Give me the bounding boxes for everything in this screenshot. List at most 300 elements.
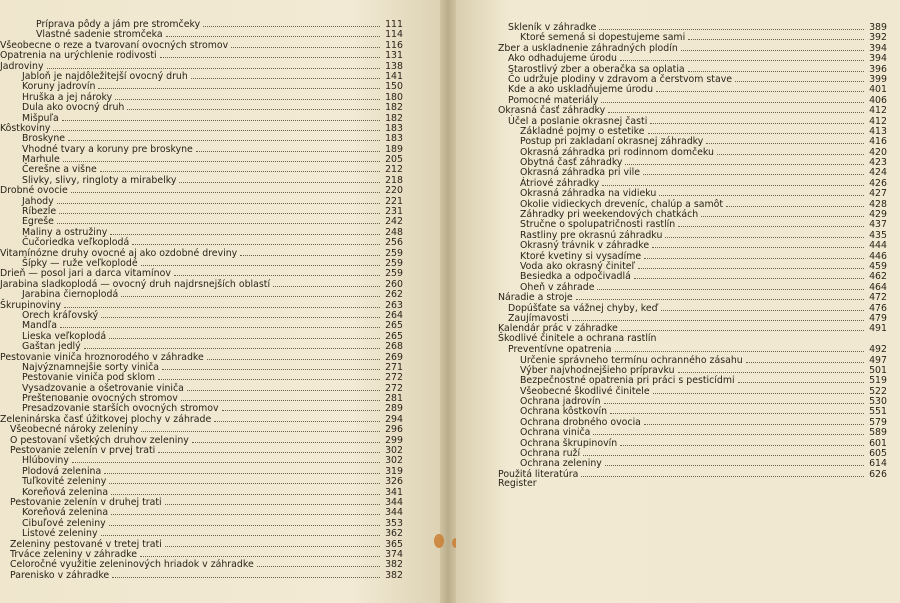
toc-entry-title: Jarabina čiernoplodá bbox=[22, 289, 119, 301]
toc-entry-title: Škodlivé činitele a ochrana rastlín bbox=[498, 332, 657, 344]
toc-entry-title: Postup pri zakladaní okrasnej záhradky bbox=[520, 136, 704, 148]
dot-leader bbox=[100, 164, 380, 172]
toc-entry bbox=[498, 427, 887, 437]
dot-leader bbox=[581, 469, 864, 477]
dot-leader bbox=[717, 147, 864, 155]
dot-leader bbox=[109, 518, 380, 526]
dot-leader bbox=[64, 300, 380, 308]
dot-leader bbox=[620, 438, 864, 446]
toc-entry-page: 444 bbox=[869, 240, 887, 252]
toc-entry-page: 382 bbox=[385, 569, 403, 581]
dot-leader bbox=[47, 61, 381, 69]
toc-entry-page: 344 bbox=[385, 496, 403, 508]
toc-entry-title: Slivky, slivy, ringloty a mirabelky bbox=[22, 174, 177, 186]
toc-entry-page: 114 bbox=[385, 29, 403, 41]
toc-entry bbox=[498, 375, 887, 385]
toc-entry-title: Oheň v záhrade bbox=[520, 281, 595, 293]
toc-entry bbox=[0, 310, 403, 320]
left-toc-list bbox=[0, 19, 403, 580]
toc-entry bbox=[0, 435, 403, 445]
toc-entry-title: Ochrana kôstkovín bbox=[520, 406, 608, 418]
toc-entry bbox=[498, 84, 887, 94]
toc-entry-title: Ochrana drobného ovocia bbox=[520, 416, 641, 428]
toc-entry bbox=[498, 271, 887, 281]
toc-entry-page: 299 bbox=[385, 434, 403, 446]
toc-entry-page: 530 bbox=[869, 396, 887, 408]
toc-entry-title: Pestovanie zelenín v prvej trati bbox=[10, 445, 156, 457]
toc-entry-page: 180 bbox=[385, 91, 403, 103]
dot-leader bbox=[661, 303, 864, 311]
toc-entry-page: 429 bbox=[869, 209, 887, 221]
toc-entry-title: Ochrana jadrovín bbox=[520, 396, 601, 408]
dot-leader bbox=[110, 227, 380, 235]
toc-entry bbox=[498, 167, 887, 177]
toc-entry bbox=[498, 292, 887, 302]
toc-entry-page: 601 bbox=[869, 437, 887, 449]
toc-entry-title: Vhodné tvary a koruny pre broskyne bbox=[22, 143, 193, 155]
dot-leader bbox=[57, 196, 380, 204]
toc-entry bbox=[498, 199, 887, 209]
toc-entry bbox=[498, 147, 887, 157]
dot-leader bbox=[60, 320, 380, 328]
toc-entry bbox=[498, 95, 887, 105]
toc-entry-page: 131 bbox=[385, 50, 403, 62]
toc-entry bbox=[0, 216, 403, 226]
dot-leader bbox=[706, 136, 864, 144]
toc-entry-title: Ochrana zeleniny bbox=[520, 458, 602, 470]
dot-leader bbox=[104, 466, 380, 474]
toc-entry-page: 296 bbox=[385, 424, 403, 436]
toc-entry-page: 626 bbox=[869, 468, 887, 480]
toc-entry bbox=[498, 209, 887, 219]
dot-leader bbox=[111, 487, 380, 495]
dot-leader bbox=[158, 445, 380, 453]
dot-leader bbox=[57, 216, 380, 224]
dot-leader bbox=[576, 292, 864, 300]
toc-entry-title: Čerešne a višne bbox=[22, 164, 97, 176]
toc-entry bbox=[0, 497, 403, 507]
dot-leader bbox=[644, 417, 864, 425]
dot-leader bbox=[653, 386, 864, 394]
dot-leader bbox=[109, 476, 380, 484]
toc-entry-title: Ako odhadujeme úrodu bbox=[508, 53, 617, 65]
dot-leader bbox=[196, 144, 380, 152]
toc-entry-title: Ktoré kvetiny si vysadíme bbox=[520, 250, 642, 262]
toc-entry bbox=[0, 352, 403, 362]
dot-leader bbox=[187, 383, 380, 391]
dot-leader bbox=[608, 105, 864, 113]
toc-entry-title: Voda ako okrasný činiteľ bbox=[520, 260, 636, 272]
toc-entry bbox=[0, 528, 403, 538]
dot-leader bbox=[109, 331, 380, 339]
toc-entry-page: 269 bbox=[385, 351, 403, 363]
toc-entry bbox=[0, 175, 403, 185]
toc-entry bbox=[0, 164, 403, 174]
toc-entry-page: 614 bbox=[869, 458, 887, 470]
toc-entry-title: Hlúboviny bbox=[22, 455, 69, 467]
toc-entry-title: Okrasná záhradka pri rodinnom domčeku bbox=[520, 146, 714, 158]
toc-entry-title: Ktoré semená si dopestujeme sami bbox=[520, 32, 686, 44]
toc-entry bbox=[498, 417, 887, 427]
toc-entry-page: 150 bbox=[385, 81, 403, 93]
dot-leader bbox=[638, 261, 864, 269]
dot-leader bbox=[701, 209, 864, 217]
dot-leader bbox=[158, 372, 380, 380]
dot-leader bbox=[610, 406, 864, 414]
toc-entry bbox=[498, 219, 887, 229]
toc-entry-page: 423 bbox=[869, 157, 887, 169]
toc-entry bbox=[0, 81, 403, 91]
toc-entry bbox=[0, 393, 403, 403]
toc-entry-title: Skleník v záhradke bbox=[508, 22, 597, 33]
toc-entry-page: 231 bbox=[385, 206, 403, 218]
toc-entry bbox=[498, 365, 887, 375]
toc-entry-page: 341 bbox=[385, 486, 403, 498]
toc-entry-title: Ochrana viniča bbox=[520, 427, 591, 439]
dot-leader bbox=[678, 365, 864, 373]
toc-entry-page: 138 bbox=[385, 60, 403, 72]
toc-entry-title: Pestovanie zelenín v druhej trati bbox=[10, 496, 162, 508]
toc-entry-page: 501 bbox=[869, 364, 887, 376]
dot-leader bbox=[688, 64, 864, 72]
toc-entry bbox=[0, 144, 403, 154]
dot-leader bbox=[601, 95, 864, 103]
toc-entry-title: Marhule bbox=[22, 154, 60, 166]
toc-entry-page: 401 bbox=[869, 84, 887, 96]
toc-entry-title: Zeleniny pestované v tretej trati bbox=[10, 538, 162, 550]
toc-entry-title: Kde a ako uskladňujeme úrodu bbox=[508, 84, 654, 96]
toc-entry-title: Drieň — posol jari a darca vitamínov bbox=[0, 268, 171, 280]
dot-leader bbox=[84, 341, 380, 349]
toc-entry bbox=[0, 300, 403, 310]
dot-leader bbox=[735, 74, 864, 82]
toc-entry-title: Dopúšťate sa vážnej chyby, keď bbox=[508, 302, 658, 314]
dot-leader bbox=[634, 271, 864, 279]
dot-leader bbox=[121, 289, 380, 297]
toc-entry-title: Okrasný trávnik v záhradke bbox=[520, 240, 650, 252]
toc-entry-title: Okolie vidieckych dreveníc, chalúp a samôt bbox=[520, 198, 724, 210]
toc-entry-title: Egreše bbox=[22, 216, 54, 228]
dot-leader bbox=[678, 219, 864, 227]
toc-entry-page: 399 bbox=[869, 73, 887, 85]
dot-leader bbox=[53, 123, 380, 131]
toc-entry bbox=[498, 64, 887, 74]
toc-entry bbox=[0, 40, 403, 50]
toc-entry bbox=[498, 469, 887, 479]
toc-entry bbox=[0, 237, 403, 247]
dot-leader bbox=[68, 133, 380, 141]
toc-entry bbox=[0, 518, 403, 528]
toc-entry-title: Zeleninárska časť úžitkovej plochy v záhrade bbox=[0, 413, 212, 425]
toc-entry-title: Parenisko v záhradke bbox=[10, 569, 110, 581]
dot-leader bbox=[240, 248, 380, 256]
dot-leader bbox=[604, 396, 864, 404]
toc-entry-title: Kalendár prác v záhradke bbox=[498, 323, 618, 335]
toc-entry-page: 476 bbox=[869, 302, 887, 314]
toc-entry-title: Jadroviny bbox=[0, 60, 44, 72]
toc-entry-page: 218 bbox=[385, 174, 403, 186]
dot-leader bbox=[681, 43, 864, 51]
toc-entry-title: Vitamínózne druhy ovocné aj ako ozdobné dreviny bbox=[0, 247, 238, 259]
toc-entry bbox=[498, 157, 887, 167]
dot-leader bbox=[688, 32, 864, 40]
toc-entry-page: 281 bbox=[385, 393, 403, 405]
toc-entry-title: Celoročné využitie zeleninových hriadok v záhradke bbox=[10, 559, 254, 571]
toc-entry-title: Koruny jadrovín bbox=[22, 81, 96, 93]
dot-leader bbox=[650, 116, 864, 124]
toc-entry-page: 183 bbox=[385, 133, 403, 145]
toc-entry-page: 389 bbox=[869, 22, 887, 33]
toc-entry-title: Okrasná časť záhradky bbox=[498, 105, 606, 117]
toc-entry bbox=[0, 466, 403, 476]
toc-entry-page: 491 bbox=[869, 323, 887, 335]
toc-entry bbox=[498, 396, 887, 406]
dot-leader bbox=[231, 40, 380, 48]
toc-entry-title: Presadzovanie starších ovocných stromov bbox=[22, 403, 219, 415]
dot-leader bbox=[597, 282, 864, 290]
toc-entry-page: 472 bbox=[869, 292, 887, 304]
toc-entry-title: Tuľkovité zeleniny bbox=[22, 476, 107, 488]
toc-entry bbox=[0, 445, 403, 455]
toc-entry-page: 248 bbox=[385, 226, 403, 238]
toc-entry-page: 437 bbox=[869, 219, 887, 231]
dot-leader bbox=[644, 251, 864, 259]
toc-entry bbox=[0, 559, 403, 569]
toc-entry-page: 302 bbox=[385, 445, 403, 457]
toc-entry bbox=[0, 133, 403, 143]
toc-entry-page: 183 bbox=[385, 122, 403, 134]
toc-entry-title: Pomocné materiály bbox=[508, 94, 599, 106]
toc-entry-title: Najvýznamnejšie sorty viniča bbox=[22, 361, 160, 373]
toc-entry-title: Opatrenia na urýchlenie rodivosti bbox=[0, 50, 157, 62]
toc-entry-page: 256 bbox=[385, 237, 403, 249]
toc-entry bbox=[0, 206, 403, 216]
toc-entry-title: Preventívne opatrenia bbox=[508, 344, 612, 356]
dot-leader bbox=[98, 81, 380, 89]
toc-entry bbox=[498, 74, 887, 84]
toc-entry-title: Jabloň je najdôležitejší ovocný druh bbox=[22, 70, 188, 82]
toc-entry bbox=[498, 230, 887, 240]
toc-entry-page: 116 bbox=[385, 39, 403, 51]
toc-entry-title: Rastliny pre okrasnú záhradku bbox=[520, 229, 663, 241]
dot-leader bbox=[62, 113, 380, 121]
toc-entry-title: Ochrana škrupinovín bbox=[520, 437, 618, 449]
toc-entry-title: Pestovanie viniča pod sklom bbox=[22, 372, 155, 384]
toc-entry-page: 221 bbox=[385, 195, 403, 207]
right-page bbox=[456, 0, 900, 603]
dot-leader bbox=[127, 102, 380, 110]
dot-leader bbox=[625, 157, 864, 165]
toc-entry-title: Okrasná záhradka na vidieku bbox=[520, 188, 657, 200]
toc-entry bbox=[498, 479, 887, 489]
toc-entry-title: Prešteповanie ovocných stromov bbox=[22, 393, 178, 405]
dot-leader bbox=[656, 84, 864, 92]
toc-entry bbox=[498, 334, 887, 344]
dot-leader bbox=[140, 549, 380, 557]
toc-entry-page: 406 bbox=[869, 94, 887, 106]
toc-entry-title: Koreňová zelenina bbox=[22, 486, 109, 498]
toc-entry bbox=[0, 539, 403, 549]
toc-entry-page: 289 bbox=[385, 403, 403, 415]
dot-leader bbox=[602, 178, 864, 186]
dot-leader bbox=[141, 258, 380, 266]
toc-entry-title: Drobné ovocie bbox=[0, 185, 68, 197]
book-gutter bbox=[440, 0, 456, 603]
toc-entry-page: 412 bbox=[869, 105, 887, 117]
dot-leader bbox=[179, 175, 380, 183]
toc-entry-title: Trváce zeleniny v záhradke bbox=[10, 548, 138, 560]
toc-entry bbox=[498, 406, 887, 416]
toc-entry-title: Všeobecné škodlivé činitele bbox=[520, 385, 650, 397]
toc-entry-title: Základné pojmy o estetike bbox=[520, 125, 645, 137]
dot-leader bbox=[166, 29, 380, 37]
toc-entry-page: 522 bbox=[869, 385, 887, 397]
toc-entry bbox=[0, 383, 403, 393]
dot-leader bbox=[111, 507, 380, 515]
toc-entry-page: 492 bbox=[869, 344, 887, 356]
toc-entry bbox=[0, 123, 403, 133]
dot-leader bbox=[165, 497, 380, 505]
toc-entry bbox=[0, 227, 403, 237]
toc-entry bbox=[498, 261, 887, 271]
toc-entry-title: Hruška a jej nároky bbox=[22, 91, 113, 103]
toc-entry-title: Koreňová zelenina bbox=[22, 507, 109, 519]
toc-entry-page: 265 bbox=[385, 330, 403, 342]
dot-leader bbox=[115, 92, 380, 100]
toc-entry bbox=[498, 355, 887, 365]
toc-entry-page: 205 bbox=[385, 154, 403, 166]
toc-entry-page: 392 bbox=[869, 32, 887, 44]
toc-entry-page: 435 bbox=[869, 229, 887, 241]
toc-entry-page: 264 bbox=[385, 309, 403, 321]
toc-entry bbox=[498, 22, 887, 32]
toc-entry-title: Maliny a ostružiny bbox=[22, 226, 108, 238]
toc-entry-page: 416 bbox=[869, 136, 887, 148]
toc-entry-title: Vlastné sadenie stromčeka bbox=[36, 29, 163, 41]
toc-entry-page: 362 bbox=[385, 528, 403, 540]
toc-entry-page: 374 bbox=[385, 548, 403, 560]
toc-entry-title: Kôstkoviny bbox=[0, 122, 51, 134]
toc-entry bbox=[0, 268, 403, 278]
toc-entry bbox=[0, 279, 403, 289]
dot-leader bbox=[583, 448, 864, 456]
toc-entry bbox=[498, 178, 887, 188]
toc-entry-title: Okrasná záhradka pri vile bbox=[520, 167, 641, 179]
toc-entry-page: 259 bbox=[385, 247, 403, 259]
toc-entry bbox=[498, 32, 887, 42]
stain-mark bbox=[434, 534, 444, 548]
toc-entry-title: Vysadzovanie a ošetrovanie viniča bbox=[22, 382, 184, 394]
toc-entry bbox=[498, 448, 887, 458]
toc-entry-title: Lieska veľkoplodá bbox=[22, 330, 107, 342]
dot-leader bbox=[726, 199, 864, 207]
toc-entry-title: Jarabina sladkoplodá — ovocný druh najdrsnejších oblastí bbox=[0, 278, 271, 290]
left-page bbox=[0, 0, 440, 603]
toc-entry-page: 141 bbox=[385, 70, 403, 82]
toc-entry-title: Átriové záhradky bbox=[520, 177, 600, 189]
dot-leader bbox=[273, 279, 380, 287]
toc-entry-title: Ríbezle bbox=[22, 206, 57, 218]
toc-entry-page: 427 bbox=[869, 188, 887, 200]
toc-entry bbox=[0, 102, 403, 112]
toc-entry-page: 589 bbox=[869, 427, 887, 439]
toc-entry bbox=[0, 289, 403, 299]
toc-entry bbox=[0, 362, 403, 372]
toc-entry-title: Pestovanie viniča hroznorodého v záhradke bbox=[0, 351, 204, 363]
toc-entry-page: 412 bbox=[869, 115, 887, 127]
dot-leader bbox=[71, 185, 380, 193]
toc-entry bbox=[498, 126, 887, 136]
right-toc-list bbox=[498, 22, 887, 490]
toc-entry-title: Všeobecne o reze a tvarovaní ovocných stromov bbox=[0, 39, 229, 51]
toc-entry-page: 242 bbox=[385, 216, 403, 228]
toc-entry-title: Použitá literatúra bbox=[498, 468, 579, 480]
toc-entry-page: 259 bbox=[385, 268, 403, 280]
toc-entry-page: 420 bbox=[869, 146, 887, 158]
toc-entry-page: 271 bbox=[385, 361, 403, 373]
toc-entry-page: 259 bbox=[385, 257, 403, 269]
toc-entry-title: Výber najvhodnejšieho prípravku bbox=[520, 364, 675, 376]
toc-entry-page: 428 bbox=[869, 198, 887, 210]
toc-entry bbox=[0, 341, 403, 351]
toc-entry bbox=[0, 414, 403, 424]
toc-entry-page: 394 bbox=[869, 53, 887, 65]
toc-entry-page: 212 bbox=[385, 164, 403, 176]
toc-entry bbox=[498, 458, 887, 468]
toc-entry-page: 182 bbox=[385, 102, 403, 114]
toc-entry bbox=[498, 136, 887, 146]
toc-entry bbox=[0, 196, 403, 206]
toc-entry bbox=[498, 282, 887, 292]
dot-leader bbox=[572, 313, 864, 321]
toc-entry-title: Čo udržuje plodiny v zdravom a čerstvom stave bbox=[508, 73, 733, 85]
toc-entry-page: 302 bbox=[385, 455, 403, 467]
dot-leader bbox=[207, 352, 380, 360]
toc-entry-page: 551 bbox=[869, 406, 887, 418]
toc-entry-page: 189 bbox=[385, 143, 403, 155]
toc-entry-page: 265 bbox=[385, 320, 403, 332]
dot-leader bbox=[222, 403, 380, 411]
dot-leader bbox=[648, 126, 865, 134]
toc-entry-title: Besiedka a odpočivadlá bbox=[520, 271, 631, 283]
toc-entry-title: Listové zeleniny bbox=[22, 528, 98, 540]
toc-entry bbox=[0, 476, 403, 486]
dot-leader bbox=[162, 362, 380, 370]
toc-entry-title: Čučoriedka veľkoplodá bbox=[22, 237, 130, 249]
dot-leader bbox=[620, 53, 864, 61]
toc-entry bbox=[0, 424, 403, 434]
toc-entry-page: 272 bbox=[385, 372, 403, 384]
toc-entry-page: 497 bbox=[869, 354, 887, 366]
dot-leader bbox=[181, 393, 380, 401]
dot-leader bbox=[101, 528, 380, 536]
dot-leader bbox=[101, 310, 380, 318]
toc-entry bbox=[498, 188, 887, 198]
toc-entry bbox=[0, 61, 403, 71]
toc-entry-page: 413 bbox=[869, 125, 887, 137]
toc-entry-title: Zber a uskladnenie záhradných plodín bbox=[498, 42, 678, 54]
toc-entry-title: Náradie a stroje bbox=[498, 292, 573, 304]
dot-leader bbox=[160, 50, 380, 58]
toc-entry-page: 294 bbox=[385, 413, 403, 425]
toc-entry-page: 344 bbox=[385, 507, 403, 519]
toc-entry bbox=[498, 53, 887, 63]
dot-leader bbox=[59, 206, 380, 214]
toc-entry-title: Stručne o spolupatričnosti rastlín bbox=[520, 219, 676, 231]
toc-entry bbox=[0, 113, 403, 123]
toc-entry-title: Cibuľové zeleniny bbox=[22, 517, 106, 529]
toc-entry bbox=[498, 313, 887, 323]
